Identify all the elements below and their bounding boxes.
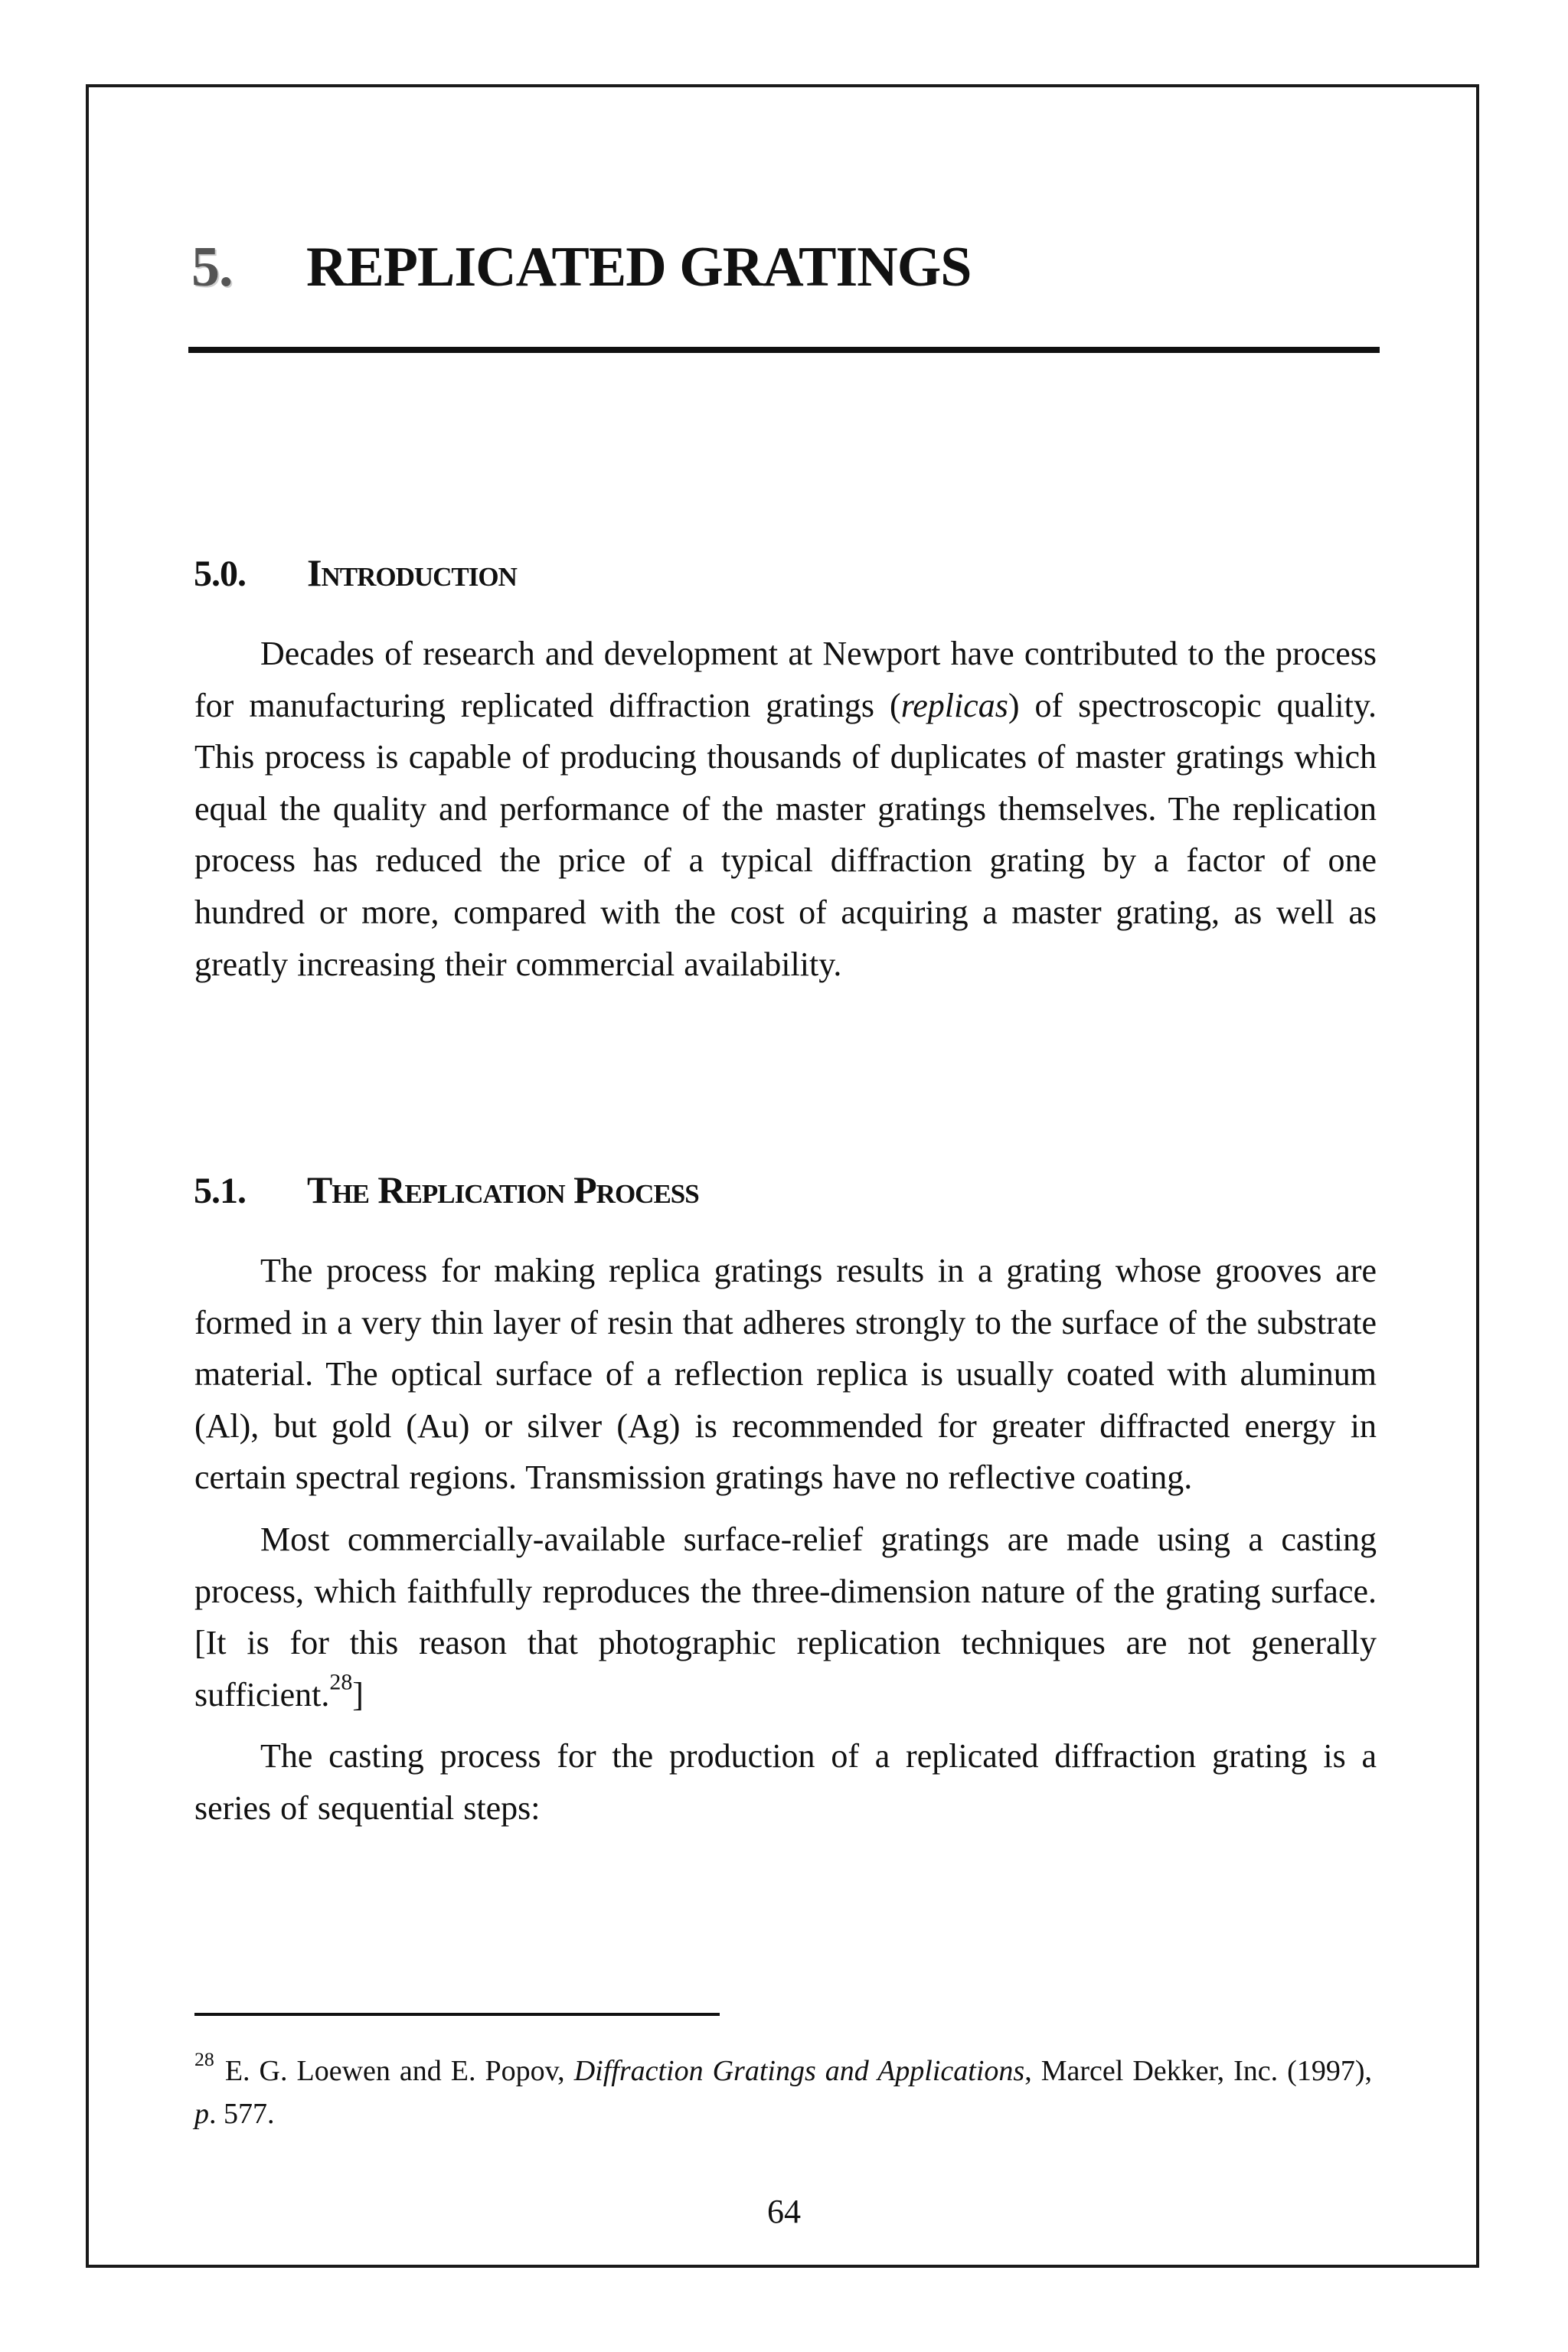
footnote: [194, 2050, 1372, 2135]
section-number: 5.0.: [194, 553, 246, 594]
replication-paragraph-2: [194, 1514, 1377, 1720]
closing-bracket: ]: [352, 1675, 364, 1713]
footnote-rule: [194, 2013, 720, 2016]
paragraph-text-continued: ) of spectroscopic quality. This process is capable of producing thousands of duplicates of master gratings which equal the quality and performance of the master gratings themselves. The replication process has reduced the price of a typical diffraction grating by a factor of one hundred or more, compared with the cost of acquiring a master grating, as well as greatly increasing their commercial availability.: [194, 686, 1377, 983]
section-title: The Replication Process: [307, 1168, 699, 1211]
replication-paragraph-3: The casting process for the production of a replicated diffraction grating is a series of sequential steps:: [194, 1737, 1377, 1827]
section-heading-replication-process: [194, 1168, 699, 1211]
footnote-authors: E. G. Loewen and E. Popov,: [224, 2055, 565, 2087]
introduction-body: [194, 628, 1377, 990]
chapter-number: 5.: [191, 235, 233, 299]
footnote-marker: 28: [194, 2048, 214, 2071]
footnote-reference[interactable]: 28: [329, 1669, 353, 1695]
footnote-book-title: Diffraction Gratings and Applications: [573, 2055, 1025, 2087]
introduction-paragraph: [194, 628, 1377, 990]
section-heading-introduction: [194, 550, 517, 594]
paragraph-text: Decades of research and development at Newport have contributed to the process for manufacturing replicated diffraction gratings (: [194, 635, 1377, 724]
replication-process-body: [194, 1245, 1377, 1834]
paragraph-text: Most commercially-available surface-relief gratings are made using a casting process, which faithfully reproduces the three-dimension nature of the grating surface. [It is for this reason that photographic replication techniques are not generally sufficient.: [194, 1520, 1377, 1713]
replication-paragraph-1: The process for making replica gratings results in a grating whose grooves are formed in a very thin layer of resin that adheres strongly to the surface of the substrate material. The optical surface of a reflection replica is usually coated with aluminum (Al), but gold (Au) or silver (Ag) is recommended for greater diffracted energy in certain spectral regions. Transmission gratings have no reflective coating.: [194, 1252, 1377, 1497]
chapter-title-text: REPLICATED GRATINGS: [306, 235, 972, 299]
page-number: 64: [767, 2193, 801, 2230]
footnote-page-ref: . 577.: [209, 2098, 275, 2130]
chapter-title-rule: [188, 347, 1380, 353]
footnote-publisher: , Marcel Dekker, Inc. (1997),: [1024, 2055, 1372, 2087]
replicas-term: replicas: [900, 686, 1008, 724]
section-title: Introduction: [307, 550, 517, 594]
section-number: 5.1.: [194, 1170, 246, 1211]
footnote-page-abbrev: p: [194, 2098, 209, 2130]
chapter-title: [191, 235, 972, 299]
